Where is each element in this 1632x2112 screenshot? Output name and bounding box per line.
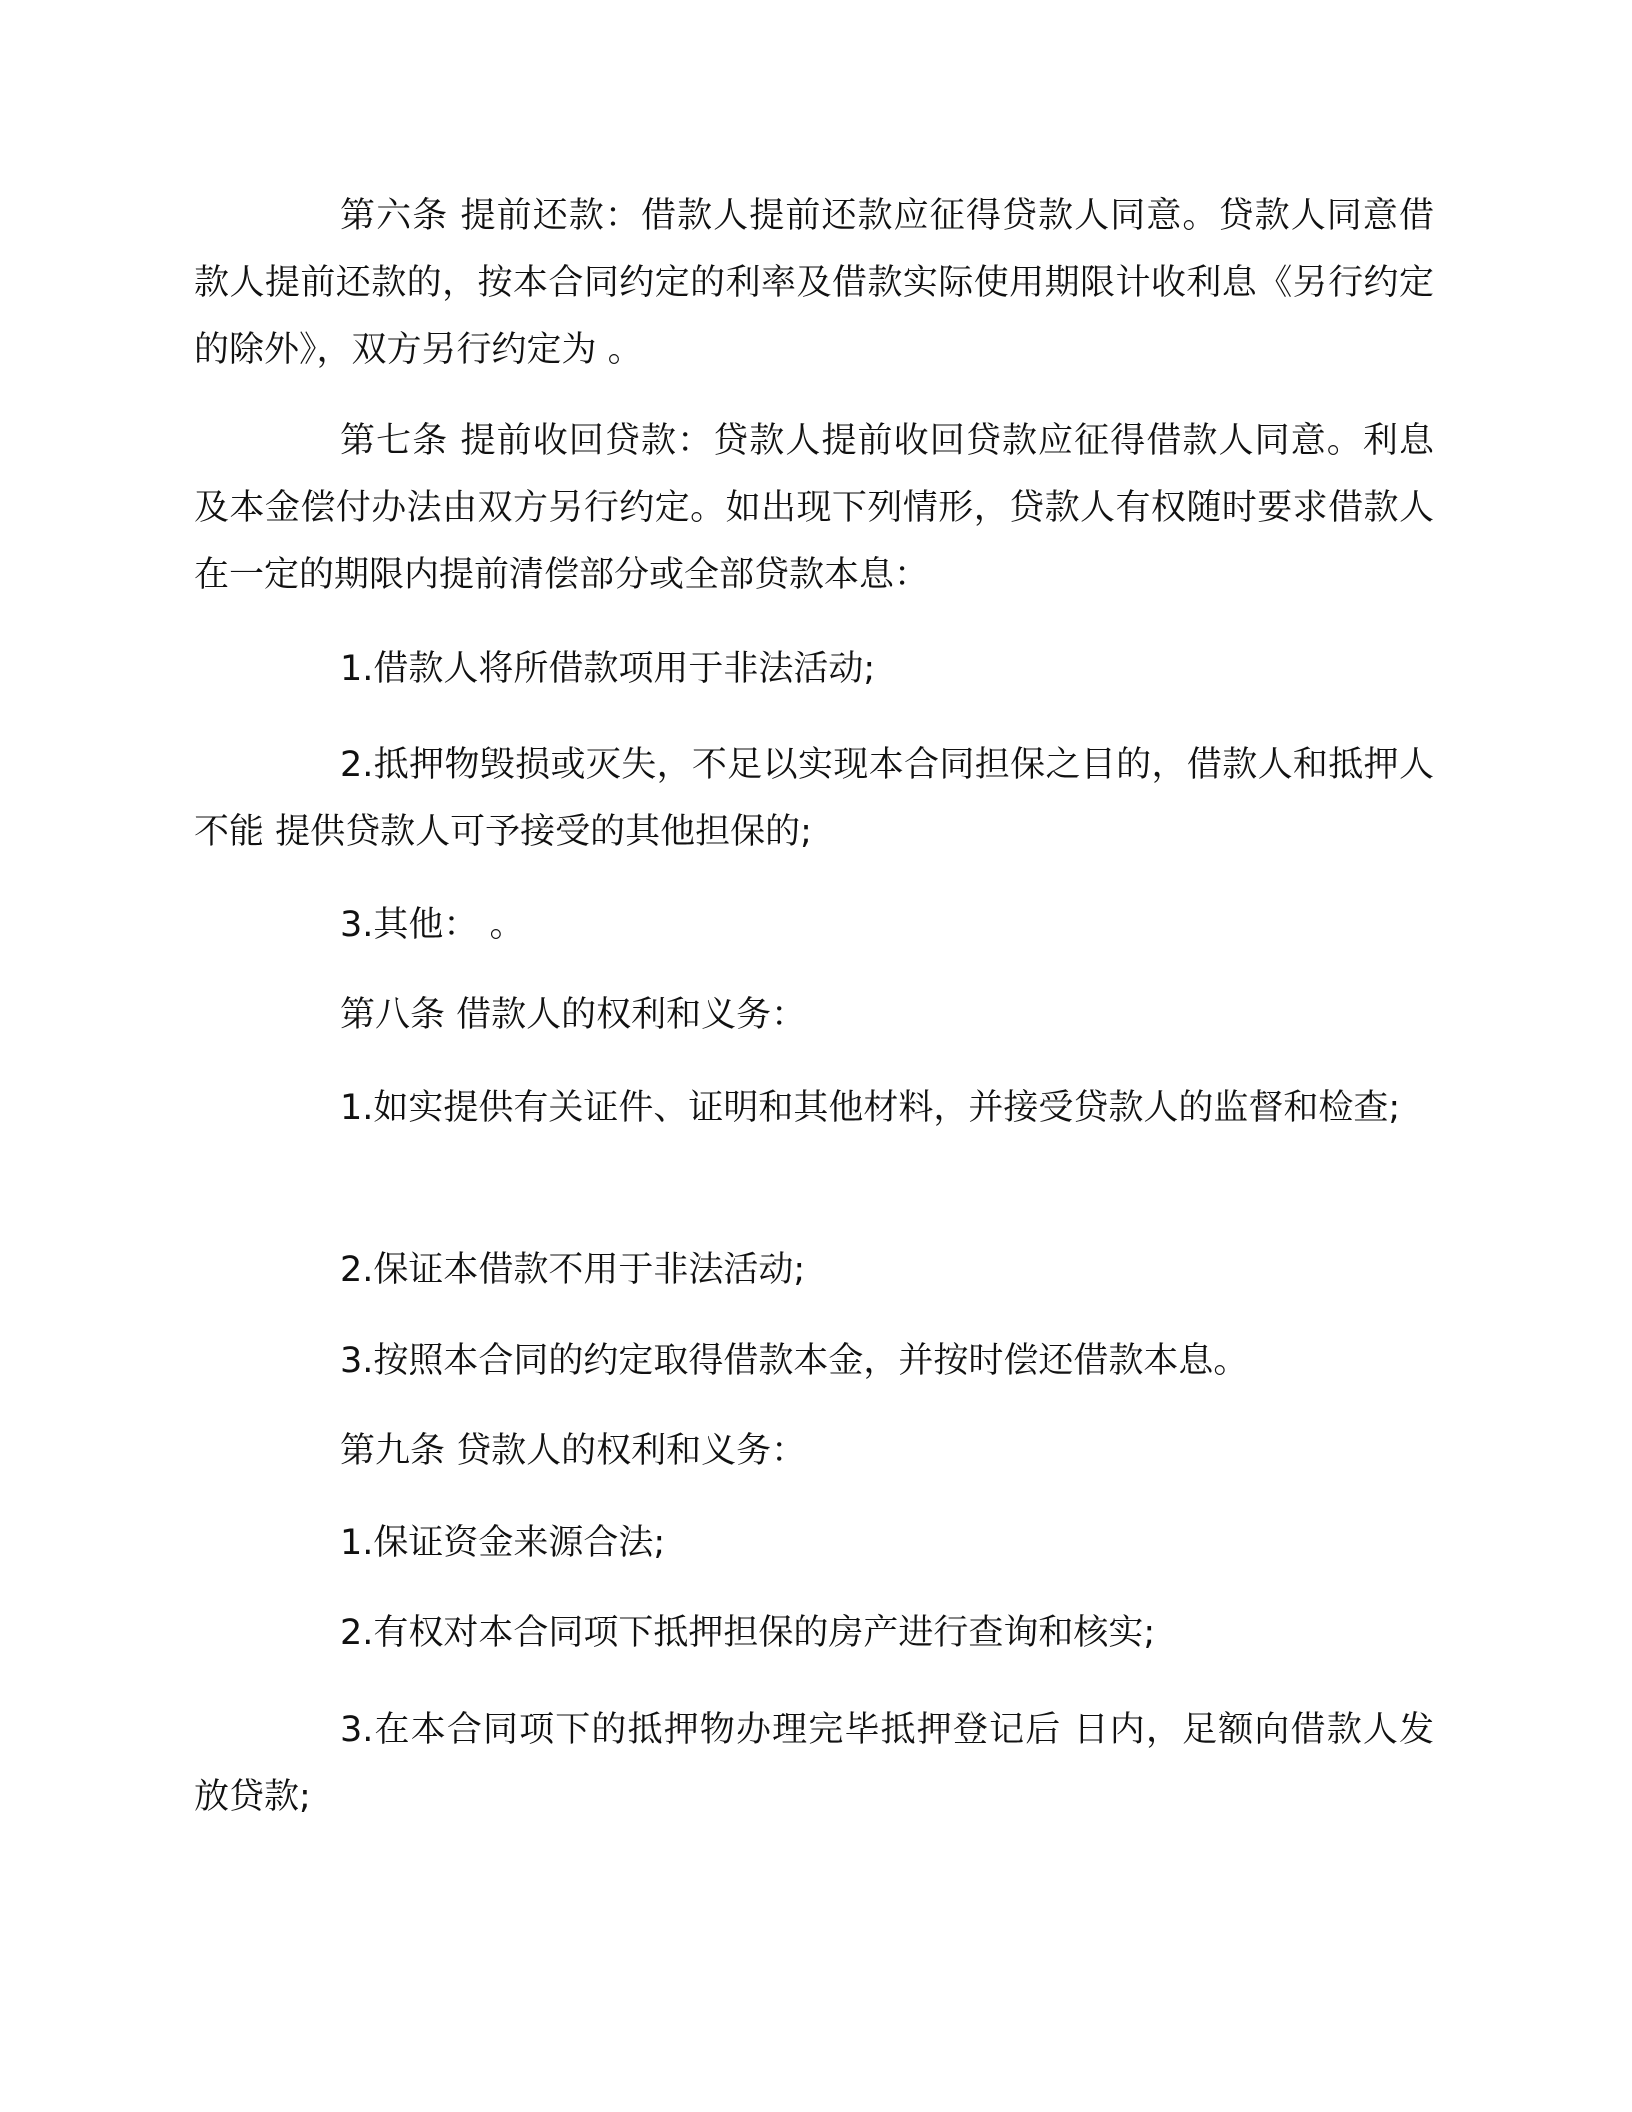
article-7-early-recall: 第七条 提前收回贷款：贷款人提前收回贷款应征得借款人同意。利息及本金偿付办法由双方另行约定。如出现下列情形，贷款人有权随时要求借款人在一定的期限内提前清偿部分或全部贷款本息： (194, 421, 1434, 595)
article-8-item-2: 2.保证本借款不用于非法活动; (340, 1250, 806, 1290)
article-6-early-repayment: 第六条 提前还款：借款人提前还款应征得贷款人同意。贷款人同意借款人提前还款的，按本合同约定的利率及借款实际使用期限计收利息《另行约定的除外》，双方另行约定为 。 (194, 196, 1434, 370)
article-9-item-1: 1.保证资金来源合法; (340, 1523, 666, 1563)
article-7-item-3: 3.其他： 。 (340, 905, 525, 945)
article-9-item-3: 3.在本合同项下的抵押物办理完毕抵押登记后 日内，足额向借款人发 放贷款; (194, 1710, 1434, 1817)
article-7-item-1: 1.借款人将所借款项用于非法活动; (340, 649, 876, 689)
article-8-item-1: 1.如实提供有关证件、证明和其他材料，并接受贷款人的监督和检查; (340, 1088, 1401, 1128)
article-8-item-3: 3.按照本合同的约定取得借款本金，并按时偿还借款本息。 (340, 1341, 1249, 1381)
article-8-borrower-rights: 第八条 借款人的权利和义务： (340, 995, 807, 1035)
article-9-item-2: 2.有权对本合同项下抵押担保的房产进行查询和核实; (340, 1613, 1156, 1653)
article-9-lender-rights: 第九条 贷款人的权利和义务： (340, 1431, 807, 1471)
article-7-item-2: 2.抵押物毁损或灭失，不足以实现本合同担保之目的，借款人和抵押人不能 提供贷款人可予接受的其他担保的; (194, 745, 1434, 852)
